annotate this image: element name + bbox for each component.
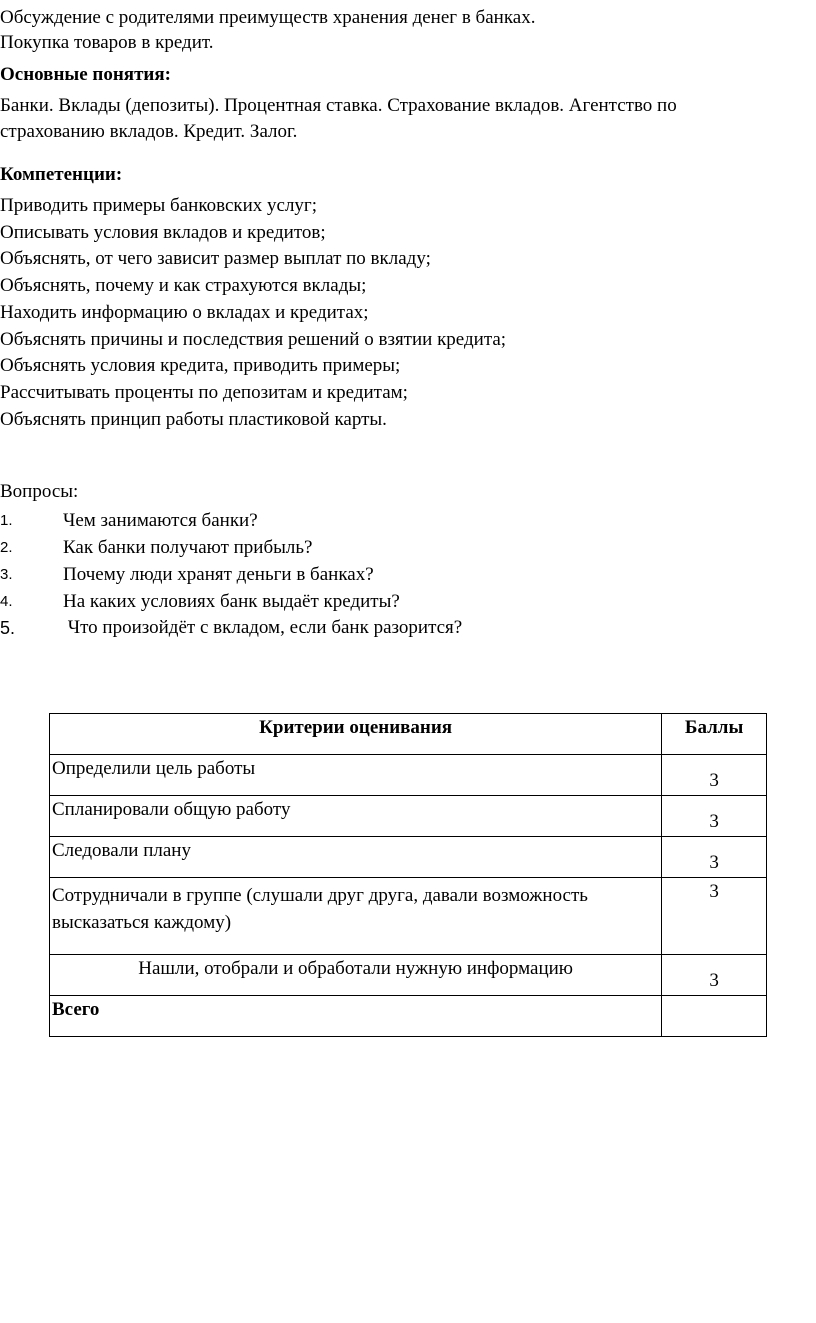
criteria-table — [49, 713, 767, 1037]
concepts-line-2: страхованию вкладов. Кредит. Залог. — [0, 121, 298, 142]
points-cell: 3 — [662, 955, 767, 996]
table-row — [50, 878, 767, 955]
table-row — [50, 837, 767, 878]
question-text: Как банки получают прибыль? — [63, 537, 313, 558]
points-cell: 3 — [662, 878, 767, 955]
competencies-heading: Компетенции: — [0, 164, 123, 185]
list-item: Объяснять причины и последствия решений о взятии кредита; — [0, 328, 507, 350]
table-header-row — [50, 714, 767, 755]
points-cell: 3 — [662, 755, 767, 796]
question-number: 3. — [0, 566, 13, 583]
list-item: Рассчитывать проценты по депозитам и кредитам; — [0, 381, 408, 403]
list-item: Объяснять, почему и как страхуются вклады; — [0, 275, 367, 297]
points-cell: 3 — [662, 796, 767, 837]
points-column-header: Баллы — [662, 714, 767, 755]
points-cell: 3 — [662, 837, 767, 878]
question-number: 1. — [0, 512, 13, 529]
question-number: 2. — [0, 539, 13, 556]
list-item: Находить информацию о вкладах и кредитах; — [0, 301, 369, 323]
question-text: Чем занимаются банки? — [63, 510, 258, 531]
questions-heading: Вопросы: — [0, 481, 79, 502]
question-text: На каких условиях банк выдаёт кредиты? — [63, 591, 400, 612]
competencies-list — [0, 193, 506, 433]
intro-line-1: Обсуждение с родителями преимуществ хранения денег в банках. — [0, 7, 536, 28]
criteria-column-header: Критерии оценивания — [50, 714, 662, 755]
question-number: 5. — [0, 618, 16, 638]
question-number: 4. — [0, 593, 13, 610]
intro-line-2: Покупка товаров в кредит. — [0, 32, 214, 53]
criteria-cell: Следовали плану — [50, 837, 662, 878]
list-item: Описывать условия вкладов и кредитов; — [0, 221, 326, 243]
table-row — [50, 755, 767, 796]
list-item: Приводить примеры банковских услуг; — [0, 195, 318, 216]
question-text: Почему люди хранят деньги в банках? — [63, 564, 374, 585]
question-text: Что произойдёт с вкладом, если банк разорится? — [63, 617, 463, 638]
table-total-row — [50, 996, 767, 1037]
list-item: Объяснять, от чего зависит размер выплат по вкладу; — [0, 248, 431, 270]
table-row — [50, 796, 767, 837]
criteria-cell: Определили цель работы — [50, 755, 662, 796]
total-points — [662, 996, 767, 1037]
criteria-cell: Сотрудничали в группе (слушали друг друга, давали возможность высказаться каждому) — [50, 878, 662, 955]
concepts-line-1: Банки. Вклады (депозиты). Процентная ставка. Страхование вкладов. Агентство по — [0, 95, 677, 116]
criteria-cell: Спланировали общую работу — [50, 796, 662, 837]
criteria-cell: Нашли, отобрали и обработали нужную информацию — [50, 955, 662, 996]
concepts-heading: Основные понятия: — [0, 64, 171, 85]
table-row — [50, 955, 767, 996]
total-label: Всего — [50, 996, 662, 1037]
list-item: Объяснять принцип работы пластиковой карты. — [0, 408, 387, 430]
list-item: Объяснять условия кредита, приводить примеры; — [0, 355, 401, 377]
